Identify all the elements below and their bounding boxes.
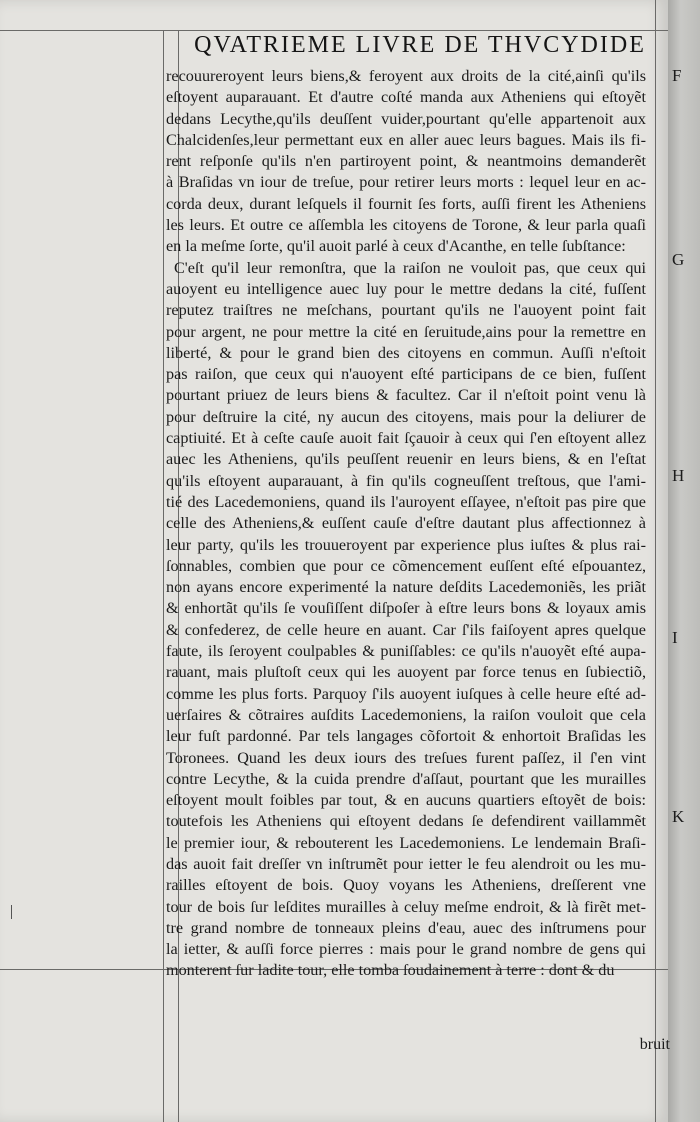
text-line: la ietter, & auſſi force pierres : mais pour le grand nombre de gens qui: [166, 940, 646, 959]
margin-letter-k: K: [672, 807, 685, 826]
text-line: à Braſidas vn iour de treſue, pour retirer leurs morts : lequel leur en ac-: [166, 173, 646, 192]
text-line: en la meſme ſorte, qu'il auoit parlé à ceux d'Acanthe, en telle ſubſtance:: [166, 237, 626, 256]
text-line: liberté, & pour le grand bien des citoyens en commun. Auſſi n'eſtoit: [166, 343, 646, 362]
text-line: contre Lecythe, & la cuida prendre d'aſſaut, pourtant que les murailles: [166, 769, 646, 788]
text-line: auec les Atheniens, qu'ils peuſſent reuenir en leurs biens, & en l'eſtat: [166, 450, 646, 469]
text-line: leur fuſt pardonné. Par tels langages cõfortoit & enhortoit Braſidas les: [166, 727, 646, 746]
text-line: celle des Atheniens,& euſſent cauſe d'eſtre dautant plus affectionnez à: [166, 514, 646, 533]
text-line: & confederez, de celle heure en auant. Car ſ'ils faiſoyent apres quelque: [166, 620, 646, 639]
text-line: tre grand nombre de tonneaux pleins d'eau, auec des inſtrumens pour: [166, 918, 646, 937]
text-line: pour deſtruire la cité, ny aucun des citoyens, mais pour la deliurer de: [166, 407, 646, 426]
text-line: reputez traiſtres ne meſchans, pourtant qu'ils ne l'auoyent point fait: [166, 301, 646, 320]
text-line: eſtoyent auparauant. Et d'autre coſté manda aux Atheniens qui eſtoyẽt: [166, 88, 646, 107]
text-line: toutefois les Atheniens qui eſtoyent dedans ſe defendirent vaillammẽt: [166, 812, 646, 831]
text-line: das auoit fait dreſſer vn inſtrumẽt pour ietter le feu alendroit ou les mu-: [166, 854, 646, 873]
body-text: [166, 66, 646, 982]
text-line: tié des Lacedemoniens, quand ils l'auroyent eſſayee, n'eſtoit pas pire que: [166, 492, 646, 511]
text-line: Chalcidenſes,leur permettant eux en aller auec leurs bagues. Mais ils fi-: [166, 130, 646, 149]
catchword: bruit: [639, 1036, 670, 1053]
margin-rule-right: [655, 0, 656, 1122]
text-line: pourtant priuez de leurs biens & facultez. Car il n'eſtoit point venu là: [166, 386, 646, 405]
text-line: comme les plus forts. Parquoy ſ'ils auoyent iuſques à celle heure eſté ad-: [166, 684, 646, 703]
margin-rule-left: [163, 30, 164, 1122]
text-line: uerſaires & cõtraires auſdits Lacedemoniens, la raiſon vouloit que cela: [166, 705, 646, 724]
text-line: qu'ils eſtoyent auparauant, à fin qu'ils cogneuſſent treſtous, que l'ami-: [166, 471, 646, 490]
text-line: rent reſponſe qu'ils n'en partiroyent point, & neantmoins demanderẽt: [166, 152, 646, 171]
text-line: monterent ſur ladite tour, elle tomba ſoudainement à terre : dont & du: [166, 961, 615, 980]
text-line: leur party, qu'ils les trouueroyent par experience plus iuſtes & plus rai-: [166, 535, 646, 554]
text-line: faute, ils ſeroyent coulpables & puniſſables: ce qu'ils n'auoyẽt eſté aupa-: [166, 642, 646, 661]
margin-letter-g: G: [672, 250, 685, 269]
text-line: Toronees. Quand les deux iours des treſues furent paſſez, il ſ'en vint: [166, 748, 646, 767]
text-line: eſtoyent moult foibles par tout, & en aucuns quartiers eſtoyẽt de bois:: [166, 791, 646, 810]
text-line: les leurs. Et outre ce aſſembla les citoyens de Torone, & leur parla quaſi: [166, 216, 646, 235]
page-gutter: [668, 0, 700, 1122]
text-line: recouureroyent leurs biens,& feroyent aux droits de la cité,ainſi qu'ils: [166, 67, 646, 85]
text-line: pour argent, ne pour mettre la cité en ſeruitude,ains pour la remettre en: [166, 322, 646, 341]
text-line: captiuité. Et à ceſte cauſe auoit fait ſçauoir à ceux qui ſ'en eſtoyent allez: [166, 429, 646, 448]
text-line: railles eſtoyent de bois. Quoy voyans les Atheniens, dreſſerent vne: [166, 876, 646, 895]
text-line: pas raiſon, que ceux qui n'auoyent eſté participans de ce bien, fuſſent: [166, 365, 646, 384]
text-line: & enhortãt qu'ils ſe vouſiſſent diſpoſer à eſtre leurs bons & loyaux amis: [166, 599, 646, 618]
margin-letter-i: I: [672, 628, 678, 647]
running-header: QVATRIEME LIVRE DE THVCYDIDE: [194, 32, 646, 58]
top-rule: [0, 30, 668, 31]
text-line: non ayans encore experimenté la nature deſdits Lacedemoniẽs, les priãt: [166, 578, 646, 597]
text-line: le premier iour, & rebouterent les Lacedemoniens. Le lendemain Braſi-: [166, 833, 646, 852]
margin-letter-f: F: [672, 66, 682, 85]
text-line: auoyent eu intelligence auec luy pour le mettre dedans la cité, fuſſent: [166, 279, 646, 298]
text-line: ſonnables, combien que pour ce cõmencement euſſent eſté eſpouantez,: [166, 556, 646, 575]
text-line: corda deux, durant leſquels il fournit ſes forts, auſſi firent les Atheniens: [166, 194, 646, 213]
text-line: dedans Lecythe,qu'ils deuſſent vuider,pourtant qu'elle appartenoit aux: [166, 109, 646, 128]
margin-letter-h: H: [672, 466, 685, 485]
text-line: tour de bois ſur leſdites murailles à celuy meſme endroit, & là firẽt met-: [166, 897, 646, 916]
text-line: C'eſt qu'il leur remonſtra, que la raiſon ne vouloit pas, que ceux qui: [174, 258, 646, 277]
text-line: rauant, mais pluſtoſt ceux qui les auoyent par force tenus en ſubiectiõ,: [166, 663, 646, 682]
margin-mark: [11, 905, 12, 919]
